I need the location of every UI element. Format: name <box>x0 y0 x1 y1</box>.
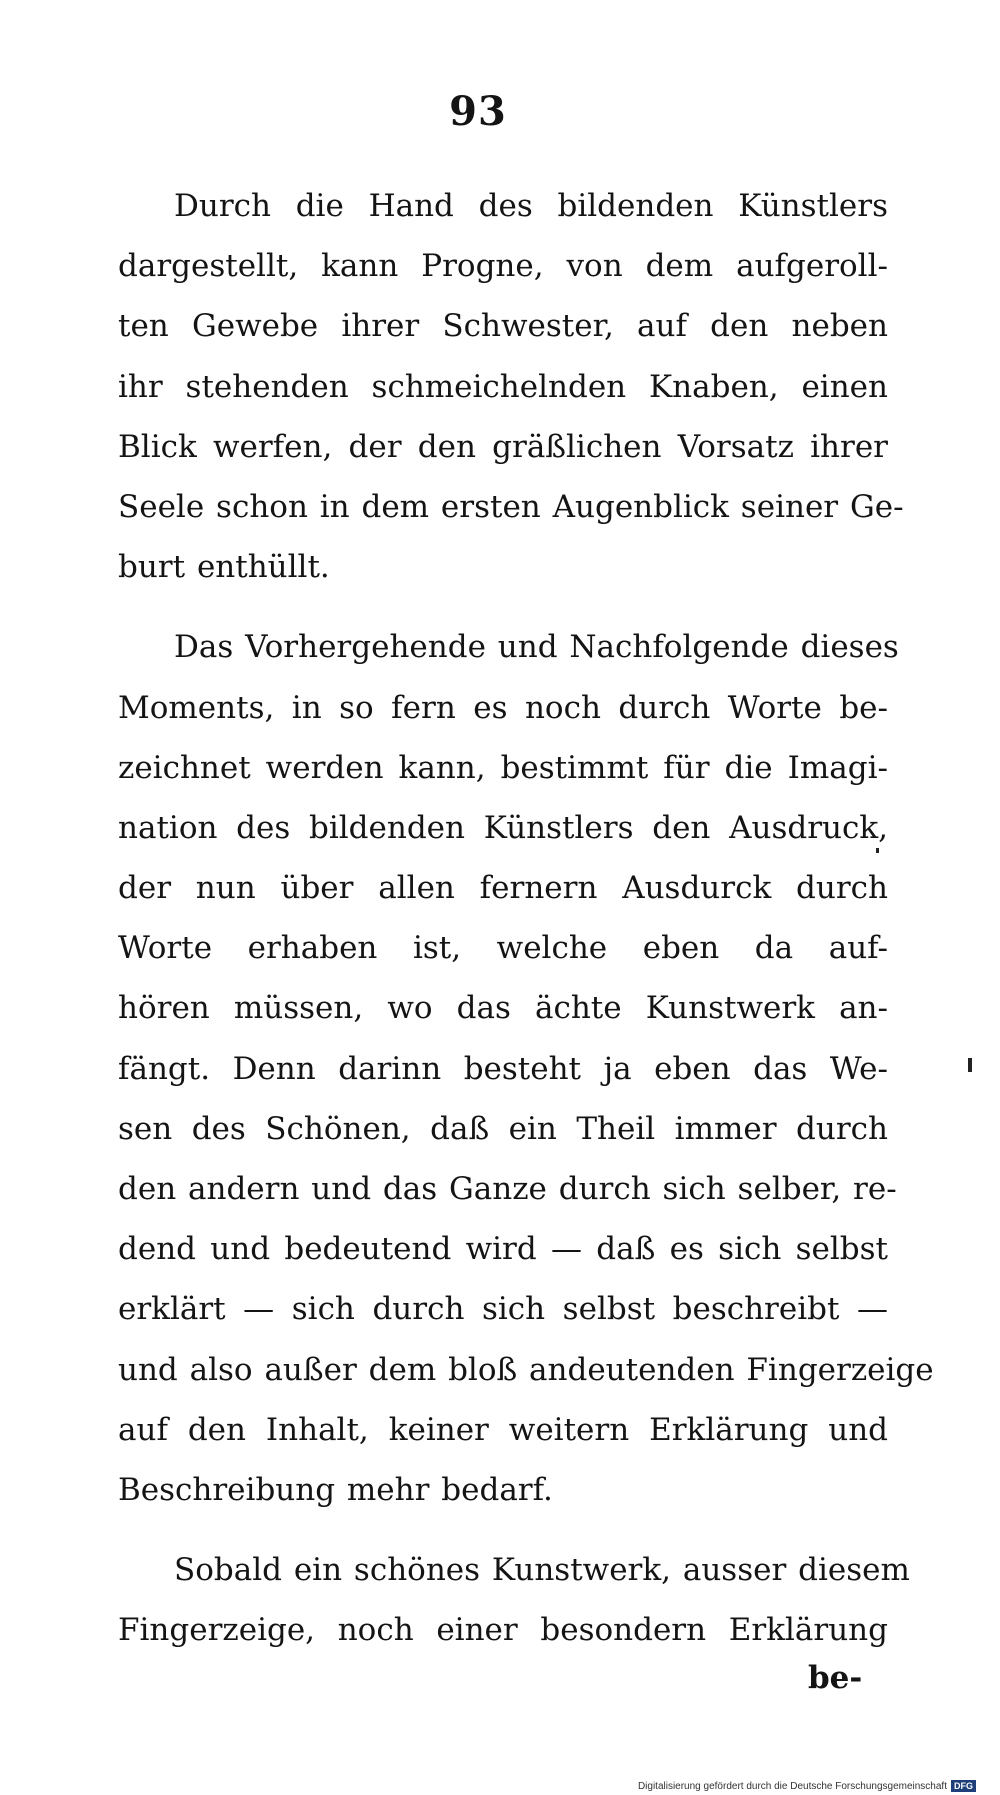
text-line: sen des Schönen, daß ein Theil immer durch <box>118 1110 888 1147</box>
body-text <box>118 176 934 1681</box>
text-line: hören müssen, wo das ächte Kunstwerk an- <box>118 990 888 1027</box>
text-line: ten Gewebe ihrer Schwester, auf den neben <box>118 308 888 345</box>
text-line: dend und bedeutend wird — daß es sich selbst <box>118 1231 888 1268</box>
text-line: dargestellt, kann Progne, von dem aufgeroll- <box>118 248 888 285</box>
text-line: zeichnet werden kann, bestimmt für die Imagi- <box>118 749 888 786</box>
text-line: ihr stehenden schmeichelnden Knaben, einen <box>118 368 888 405</box>
paragraph-2 <box>118 617 934 1520</box>
digitization-credit <box>638 1780 976 1792</box>
page-number: 93 <box>449 88 507 135</box>
text-line: burt enthüllt. <box>118 549 330 586</box>
text-line: nation des bildenden Künstlers den Ausdruck, <box>118 809 888 846</box>
text-line: Seele schon in dem ersten Augenblick seiner Ge- <box>118 488 904 525</box>
text-line: Worte erhaben ist, welche eben da auf- <box>118 930 888 967</box>
text-line: den andern und das Ganze durch sich selber, re- <box>118 1171 897 1207</box>
text-line: auf den Inhalt, keiner weitern Erklärung und <box>118 1411 888 1448</box>
text-line: Das Vorhergehende und Nachfolgende dieses <box>174 629 899 666</box>
paragraph-3 <box>118 1540 910 1660</box>
text-line: Durch die Hand des bildenden Künstlers <box>174 188 888 224</box>
text-line: fängt. Denn darinn besteht ja eben das We- <box>118 1050 888 1087</box>
text-line: Sobald ein schönes Kunstwerk, ausser diesem <box>174 1552 910 1589</box>
ink-speck <box>876 848 879 853</box>
text-line: Blick werfen, der den gräßlichen Vorsatz ihrer <box>118 428 888 465</box>
paragraph-1 <box>118 176 904 597</box>
text-line: der nun über allen fernern Ausdurck durch <box>118 870 888 907</box>
text-line: Moments, in so fern es noch durch Worte be- <box>118 689 888 726</box>
dfg-logo-icon: DFG <box>951 1780 976 1792</box>
credit-text: Digitalisierung gefördert durch die Deutsche Forschungsgemeinschaft <box>637 1780 947 1792</box>
text-line: Beschreibung mehr bedarf. <box>118 1471 553 1508</box>
ink-speck <box>968 1058 972 1072</box>
text-line: Fingerzeige, noch einer besondern Erklärung <box>118 1612 888 1649</box>
text-line: und also außer dem bloß andeutenden Fingerzeige <box>118 1351 934 1388</box>
catchword: be- <box>808 1660 863 1696</box>
text-line: erklärt — sich durch sich selbst beschreibt — <box>118 1291 888 1328</box>
